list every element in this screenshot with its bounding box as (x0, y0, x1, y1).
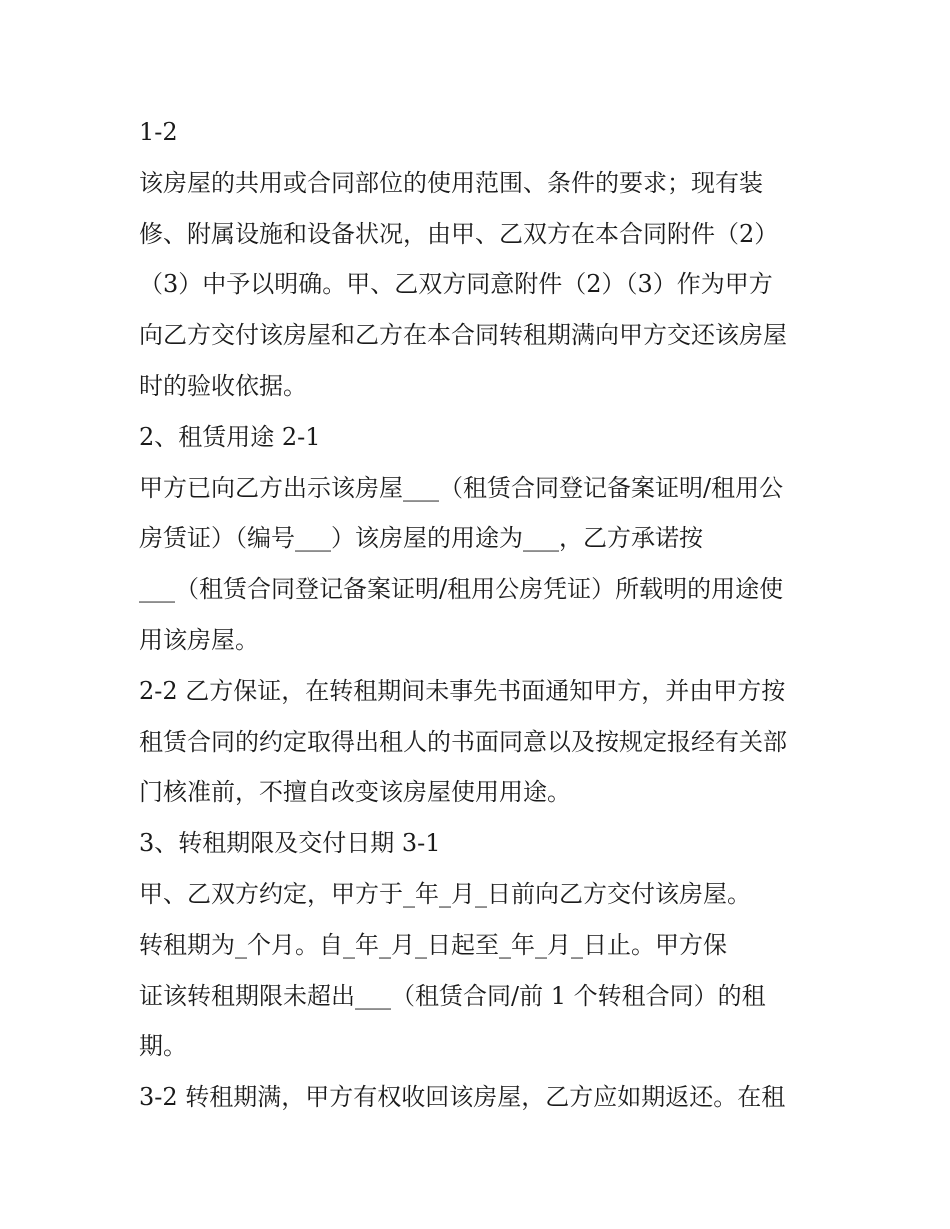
paragraph-line: 2-2 乙方保证，在转租期间未事先书面通知甲方，并由甲方按 (139, 676, 786, 705)
paragraph-line: 向乙方交付该房屋和乙方在本合同转租期满向甲方交还该房屋 (139, 321, 787, 350)
paragraph-line: 转租期为_个月。自_年_月_日起至_年_月_日止。甲方保 (139, 930, 727, 959)
paragraph-line: 门核准前，不擅自改变该房屋使用用途。 (139, 778, 571, 807)
section-heading-term-and-delivery: 3、转租期限及交付日期 3-1 (139, 829, 441, 858)
paragraph-line: 期。 (139, 1032, 187, 1061)
paragraph-line: 该房屋的共用或合同部位的使用范围、条件的要求；现有装 (139, 168, 763, 197)
section-heading-1-2: 1-2 (139, 118, 178, 146)
paragraph-line: 修、附属设施和设备状况，由甲、乙双方在本合同附件（2） (139, 219, 779, 248)
paragraph-line: 证该转租期限未超出___（租赁合同/前 1 个转租合同）的租 (139, 981, 766, 1010)
paragraph-line: 用该房屋。 (139, 625, 259, 654)
paragraph-line: 房赁证）（编号___）该房屋的用途为___，乙方承诺按 (139, 524, 703, 553)
paragraph-line: ___（租赁合同登记备案证明/租用公房凭证）所载明的用途使 (139, 575, 784, 604)
paragraph-line: 3-2 转租期满，甲方有权收回该房屋，乙方应如期返还。在租 (139, 1083, 786, 1112)
paragraph-line: （3）中予以明确。甲、乙双方同意附件（2）（3）作为甲方 (139, 270, 773, 299)
paragraph-line: 租赁合同的约定取得出租人的书面同意以及按规定报经有关部 (139, 727, 787, 756)
paragraph-line: 甲、乙双方约定，甲方于_年_月_日前向乙方交付该房屋。 (139, 879, 751, 908)
paragraph-line: 甲方已向乙方出示该房屋___（租赁合同登记备案证明/租用公 (139, 473, 784, 502)
paragraph-line: 时的验收依据。 (139, 371, 307, 400)
document-body (139, 107, 819, 1123)
section-heading-rental-use: 2、租赁用途 2-1 (139, 422, 321, 451)
